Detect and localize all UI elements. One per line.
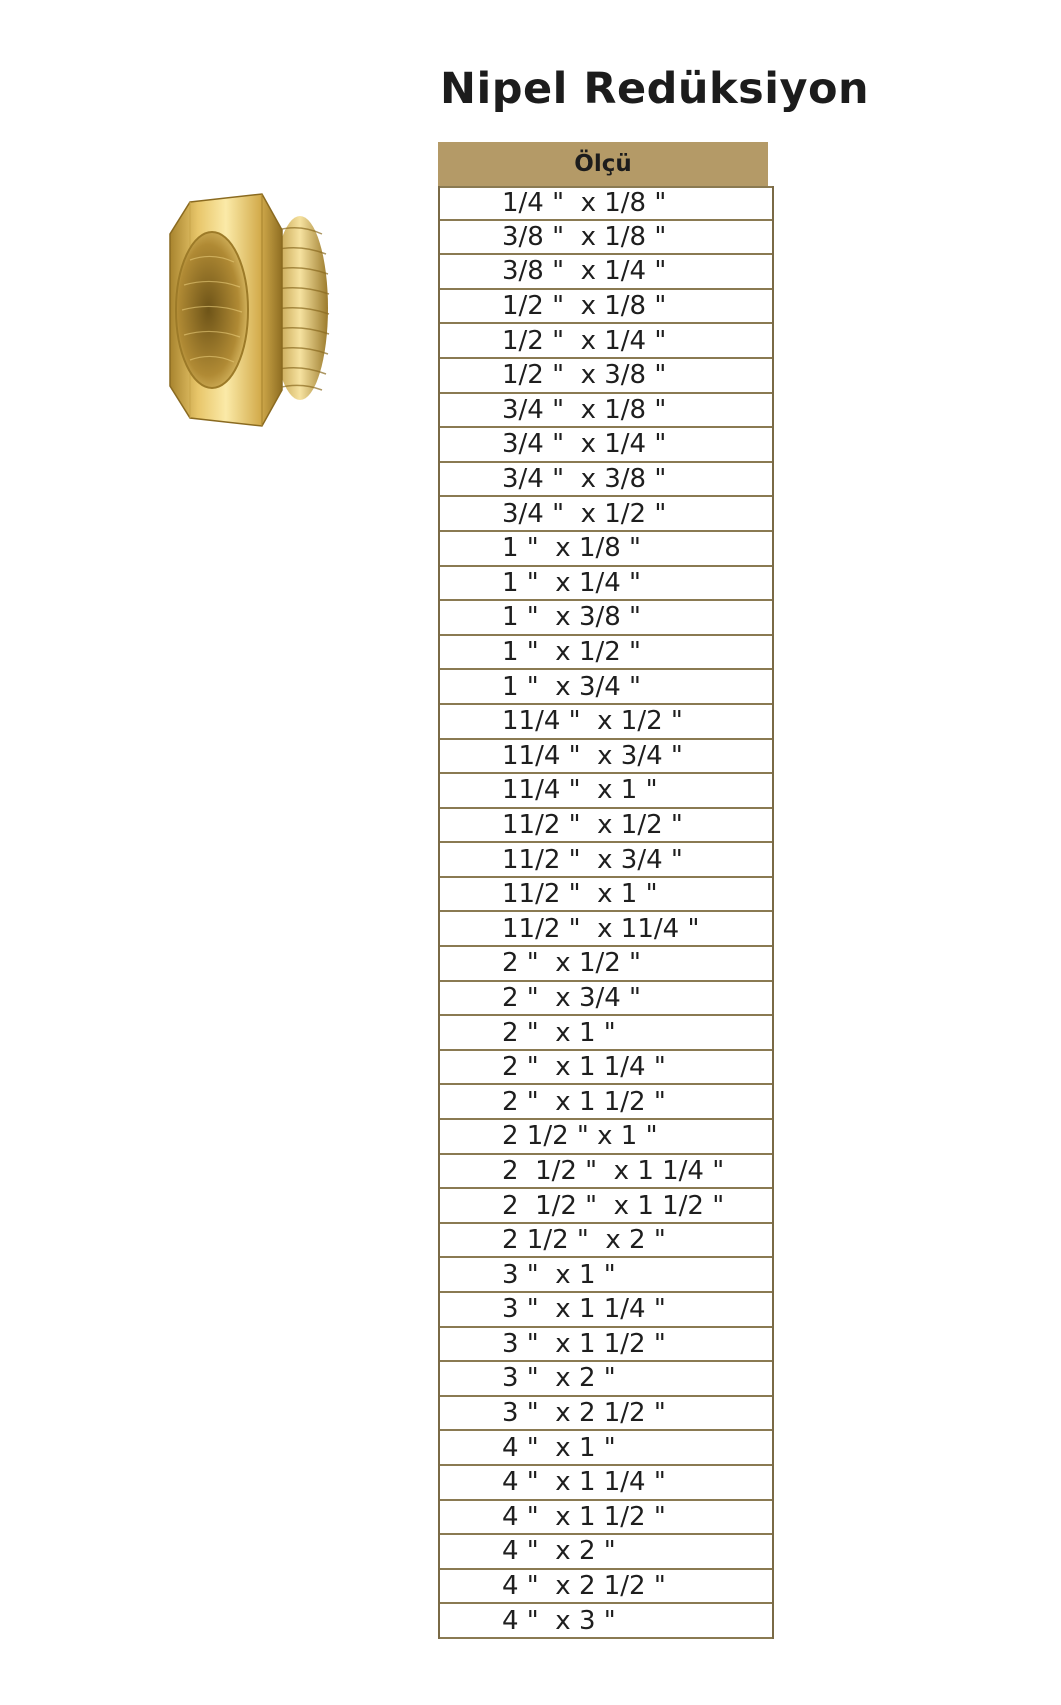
table-row: 3 " x 1 "	[440, 1258, 772, 1293]
table-row: 4 " x 1 1/2 "	[440, 1501, 772, 1536]
table-row: 11/2 " x 11/4 "	[440, 912, 772, 947]
table-row: 3/4 " x 3/8 "	[440, 463, 772, 498]
table-row: 11/4 " x 3/4 "	[440, 740, 772, 775]
table-row: 1/2 " x 3/8 "	[440, 359, 772, 394]
table-row: 2 1/2 " x 2 "	[440, 1224, 772, 1259]
size-table	[438, 142, 774, 1639]
table-row: 2 " x 3/4 "	[440, 982, 772, 1017]
table-row: 11/2 " x 1/2 "	[440, 809, 772, 844]
table-row: 2 1/2 " x 1 "	[440, 1120, 772, 1155]
table-row: 11/2 " x 1 "	[440, 878, 772, 913]
table-row: 2 1/2 " x 1 1/4 "	[440, 1155, 772, 1190]
table-row: 1/2 " x 1/8 "	[440, 290, 772, 325]
table-row: 4 " x 1 1/4 "	[440, 1466, 772, 1501]
table-row: 1 " x 1/4 "	[440, 567, 772, 602]
table-row: 3/8 " x 1/8 "	[440, 221, 772, 256]
table-row: 3 " x 1 1/2 "	[440, 1328, 772, 1363]
table-row: 3/4 " x 1/4 "	[440, 428, 772, 463]
table-header: Ölçü	[438, 142, 768, 186]
table-row: 11/4 " x 1 "	[440, 774, 772, 809]
table-row: 4 " x 3 "	[440, 1604, 772, 1639]
table-row: 3/4 " x 1/8 "	[440, 394, 772, 429]
table-row: 1 " x 3/8 "	[440, 601, 772, 636]
table-body	[438, 186, 774, 1639]
table-row: 1/4 " x 1/8 "	[440, 186, 772, 221]
table-row: 2 " x 1 1/2 "	[440, 1085, 772, 1120]
table-row: 1 " x 3/4 "	[440, 670, 772, 705]
table-row: 3 " x 2 1/2 "	[440, 1397, 772, 1432]
table-row: 3 " x 2 "	[440, 1362, 772, 1397]
brass-reducing-nipple-icon	[150, 190, 360, 430]
page-title: Nipel Redüksiyon	[440, 64, 870, 114]
table-row: 4 " x 2 "	[440, 1535, 772, 1570]
table-row: 3/4 " x 1/2 "	[440, 497, 772, 532]
table-row: 1 " x 1/2 "	[440, 636, 772, 671]
table-row: 1/2 " x 1/4 "	[440, 324, 772, 359]
table-row: 2 1/2 " x 1 1/2 "	[440, 1189, 772, 1224]
table-row: 4 " x 2 1/2 "	[440, 1570, 772, 1605]
table-row: 11/2 " x 3/4 "	[440, 843, 772, 878]
table-row: 3 " x 1 1/4 "	[440, 1293, 772, 1328]
table-row: 11/4 " x 1/2 "	[440, 705, 772, 740]
table-row: 2 " x 1 "	[440, 1016, 772, 1051]
table-row: 2 " x 1 1/4 "	[440, 1051, 772, 1086]
table-row: 1 " x 1/8 "	[440, 532, 772, 567]
product-image	[150, 190, 360, 430]
table-row: 3/8 " x 1/4 "	[440, 255, 772, 290]
table-row: 4 " x 1 "	[440, 1431, 772, 1466]
table-row: 2 " x 1/2 "	[440, 947, 772, 982]
